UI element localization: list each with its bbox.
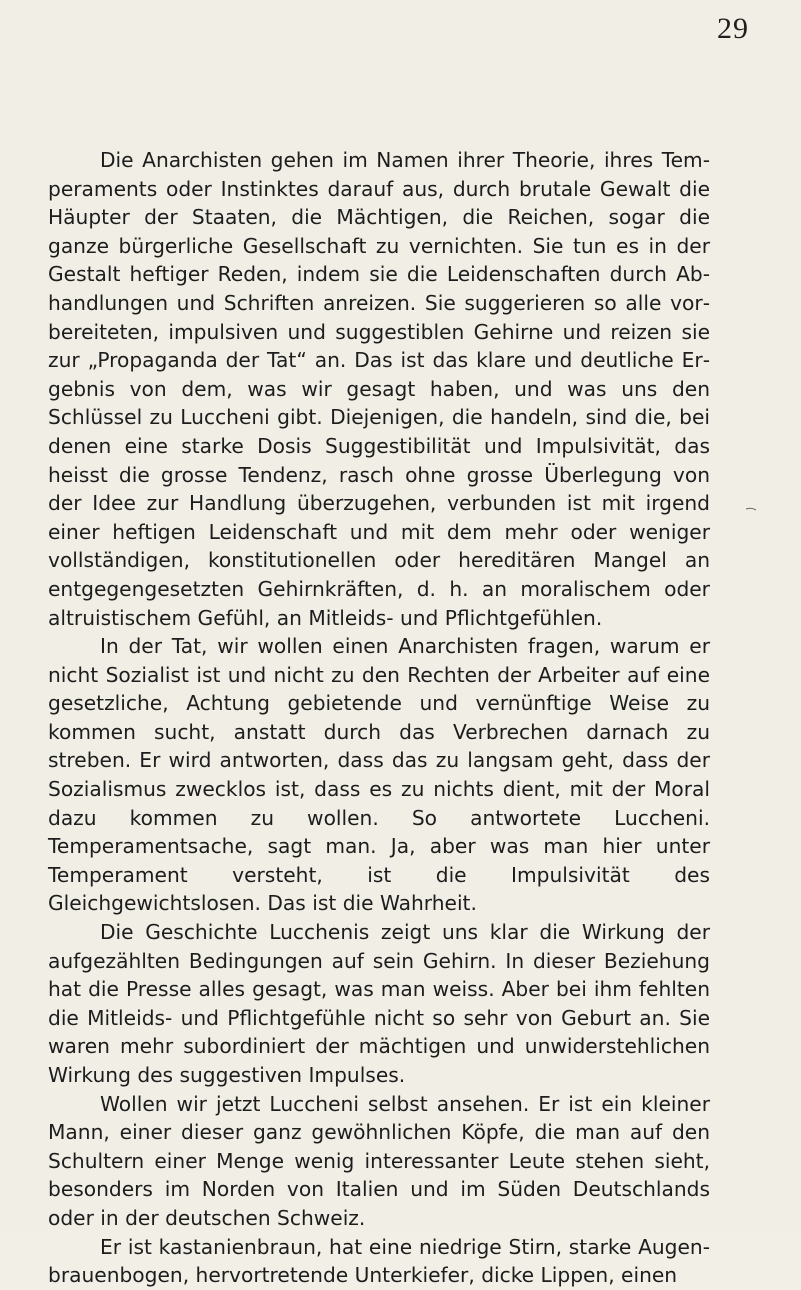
page-number: 29	[717, 12, 749, 45]
paragraph: Die Anarchisten gehen im Namen ihrer Theorie, ihres Temperaments oder Instinktes darauf aus, durch brutale Gewalt die Häupter der Staaten, die Mächtigen, die Reichen, sogar die ganze bürgerliche Gesellschaft zu vernichten. Sie tun es in der Gestalt heftiger Reden, indem sie die Leidenschaften durch Abhandlungen und Schriften anreizen. Sie suggerieren so alle vorbereiteten, impulsiven und suggestiblen Gehirne und reizen sie zur „Propaganda der Tat“ an. Das ist das klare und deutliche Ergebnis von dem, was wir gesagt haben, und was uns den Schlüssel zu Luccheni gibt. Diejenigen, die handeln, sind die, bei denen eine starke Dosis Suggestibilität und Impulsivität, das heisst die grosse Tendenz, rasch ohne grosse Überlegung von der Idee zur Handlung überzugehen, verbunden ist mit irgend einer heftigen Leidenschaft und mit dem mehr oder weniger vollständigen, konstitutionellen oder hereditären Mangel an entgegengesetzten Gehirnkräften, d. h. an moralischem oder altruistischem Gefühl, an Mitleids- und Pflichtgefühlen.	[48, 148, 710, 630]
paragraph: In der Tat, wir wollen einen Anarchisten fragen, warum er nicht Sozialist ist und nicht zu den Rechten der Arbeiter auf eine gesetzliche, Achtung gebietende und vernünftige Weise zu kommen sucht, anstatt durch das Verbrechen darnach zu streben. Er wird antworten, dass das zu langsam geht, dass der Sozialismus zwecklos ist, dass es zu nichts dient, mit der Moral dazu kommen zu wollen. So antwortete Luccheni. Temperamentsache, sagt man. Ja, aber was man hier unter Temperament versteht, ist die Impulsivität des Gleichgewichtslosen. Das ist die Wahrheit.	[48, 634, 710, 916]
paragraph: Er ist kastanienbraun, hat eine niedrige Stirn, starke Augenbrauenbogen, hervortretende Unterkiefer, dicke Lippen, einen	[48, 1234, 710, 1288]
body-text	[48, 146, 710, 1290]
print-speck-mark	[746, 496, 756, 500]
speck-icon	[746, 507, 756, 511]
paragraph: Die Geschichte Lucchenis zeigt uns klar die Wirkung der aufgezählten Bedingungen auf sein Gehirn. In dieser Beziehung hat die Presse alles gesagt, was man weiss. Aber bei ihm fehlten die Mitleids- und Pflichtgefühle nicht so sehr von Geburt an. Sie waren mehr subordiniert der mächtigen und unwiderstehlichen Wirkung des suggestiven Impulses.	[48, 920, 710, 1087]
paragraph: Wollen wir jetzt Luccheni selbst ansehen. Er ist ein kleiner Mann, einer dieser ganz gewöhnlichen Köpfe, die man auf den Schultern einer Menge wenig interessanter Leute stehen sieht, besonders im Norden von Italien und im Süden Deutschlands oder in der deutschen Schweiz.	[48, 1091, 710, 1230]
